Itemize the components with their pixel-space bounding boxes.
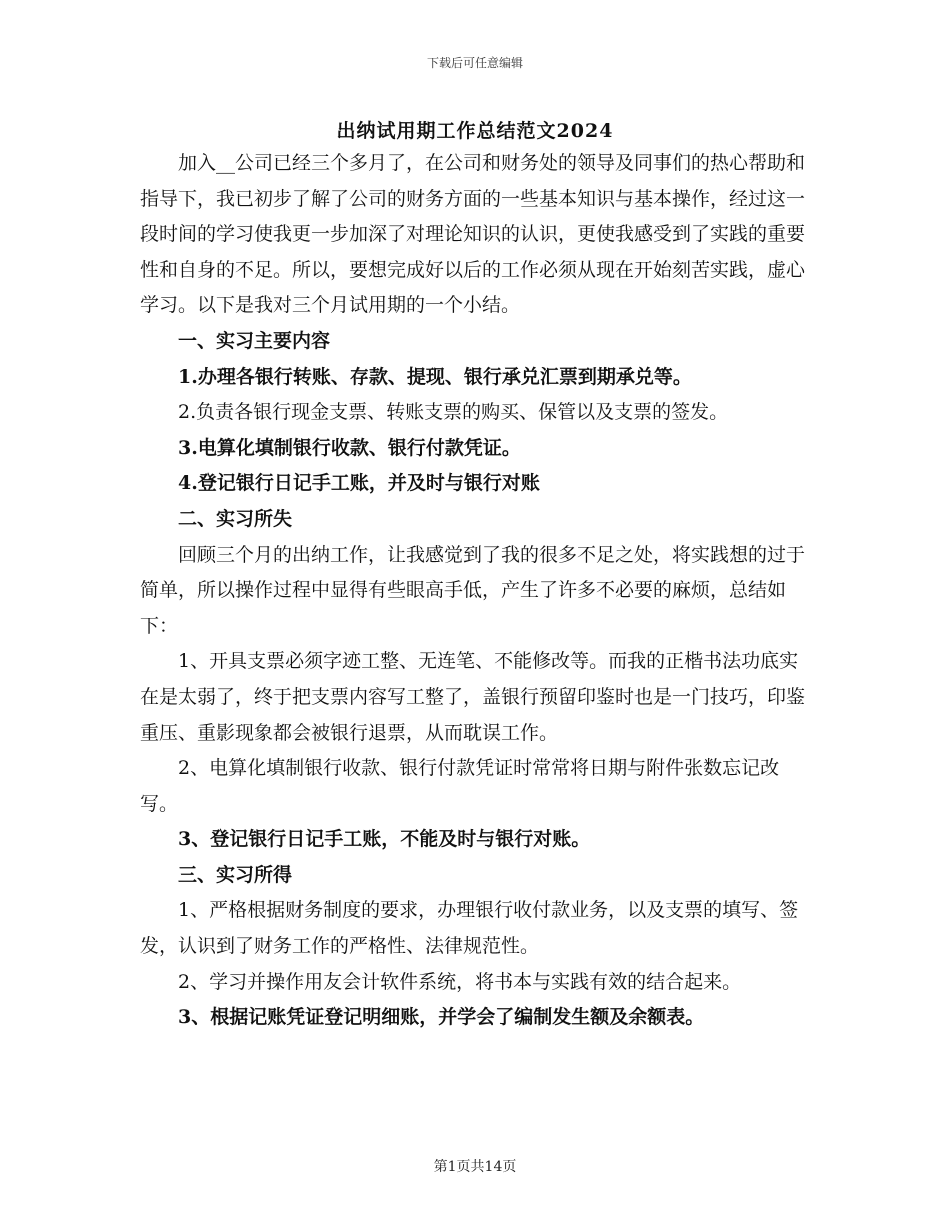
document-title: 出纳试用期工作总结范文2024: [336, 120, 614, 142]
loss-item-2: 2、电算化填制银行收款、银行付款凭证时常常将日期与附件张数忘记改写。: [140, 757, 780, 815]
content-item-2: 2.负责各银行现金支票、转账支票的购买、保管以及支票的签发。: [178, 401, 729, 424]
section-heading-1: 一、实习主要内容: [178, 329, 331, 352]
gain-item-3: 3、根据记账凭证登记明细账，并学会了编制发生额及余额表。: [178, 1006, 705, 1029]
section-heading-2: 二、实习所失: [178, 507, 293, 530]
content-item-3: 3.电算化填制银行收款、银行付款凭证。: [178, 436, 521, 459]
loss-item-1: 1、开具支票必须字迹工整、无连笔、不能修改等。而我的正楷书法功底实在是太弱了，终于把支票内容写工整了，盖银行预留印鉴时也是一门技巧，印鉴重压、重影现象都会被银行退票，从而耽误工作。: [140, 650, 806, 744]
review-paragraph: 回顾三个月的出纳工作，让我感觉到了我的很多不足之处，将实践想的过于简单，所以操作过程中显得有些眼高手低，产生了许多不必要的麻烦，总结如下：: [140, 543, 806, 637]
content-item-1: 1.办理各银行转账、存款、提现、银行承兑汇票到期承兑等。: [178, 365, 692, 388]
gain-item-1: 1、严格根据财务制度的要求，办理银行收付款业务，以及支票的填写、签发，认识到了财务工作的严格性、法律规范性。: [140, 899, 799, 958]
loss-item-3: 3、登记银行日记手工账，不能及时与银行对账。: [178, 828, 591, 851]
gain-item-2: 2、学习并操作用友会计软件系统，将书本与实践有效的结合起来。: [178, 970, 742, 993]
page-number-footer: 第1页共14页: [433, 1159, 517, 1175]
page-header-note: 下载后可任意编辑: [426, 56, 523, 70]
intro-paragraph: 加入__公司已经三个多月了，在公司和财务处的领导及同事们的热心帮助和指导下，我已初步了解了公司的财务方面的一些基本知识与基本操作，经过这一段时间的学习使我更一步加深了对理论知识的认识，更使我感受到了实践的重要性和自身的不足。所以，要想完成好以后的工作必须从现在开始刻苦实践，虚心学习。以下是我对三个月试用期的一个小结。: [140, 152, 806, 317]
content-item-4: 4.登记银行日记手工账，并及时与银行对账: [178, 472, 540, 495]
document-body: [140, 146, 812, 1036]
section-heading-3: 三、实习所得: [178, 863, 293, 886]
